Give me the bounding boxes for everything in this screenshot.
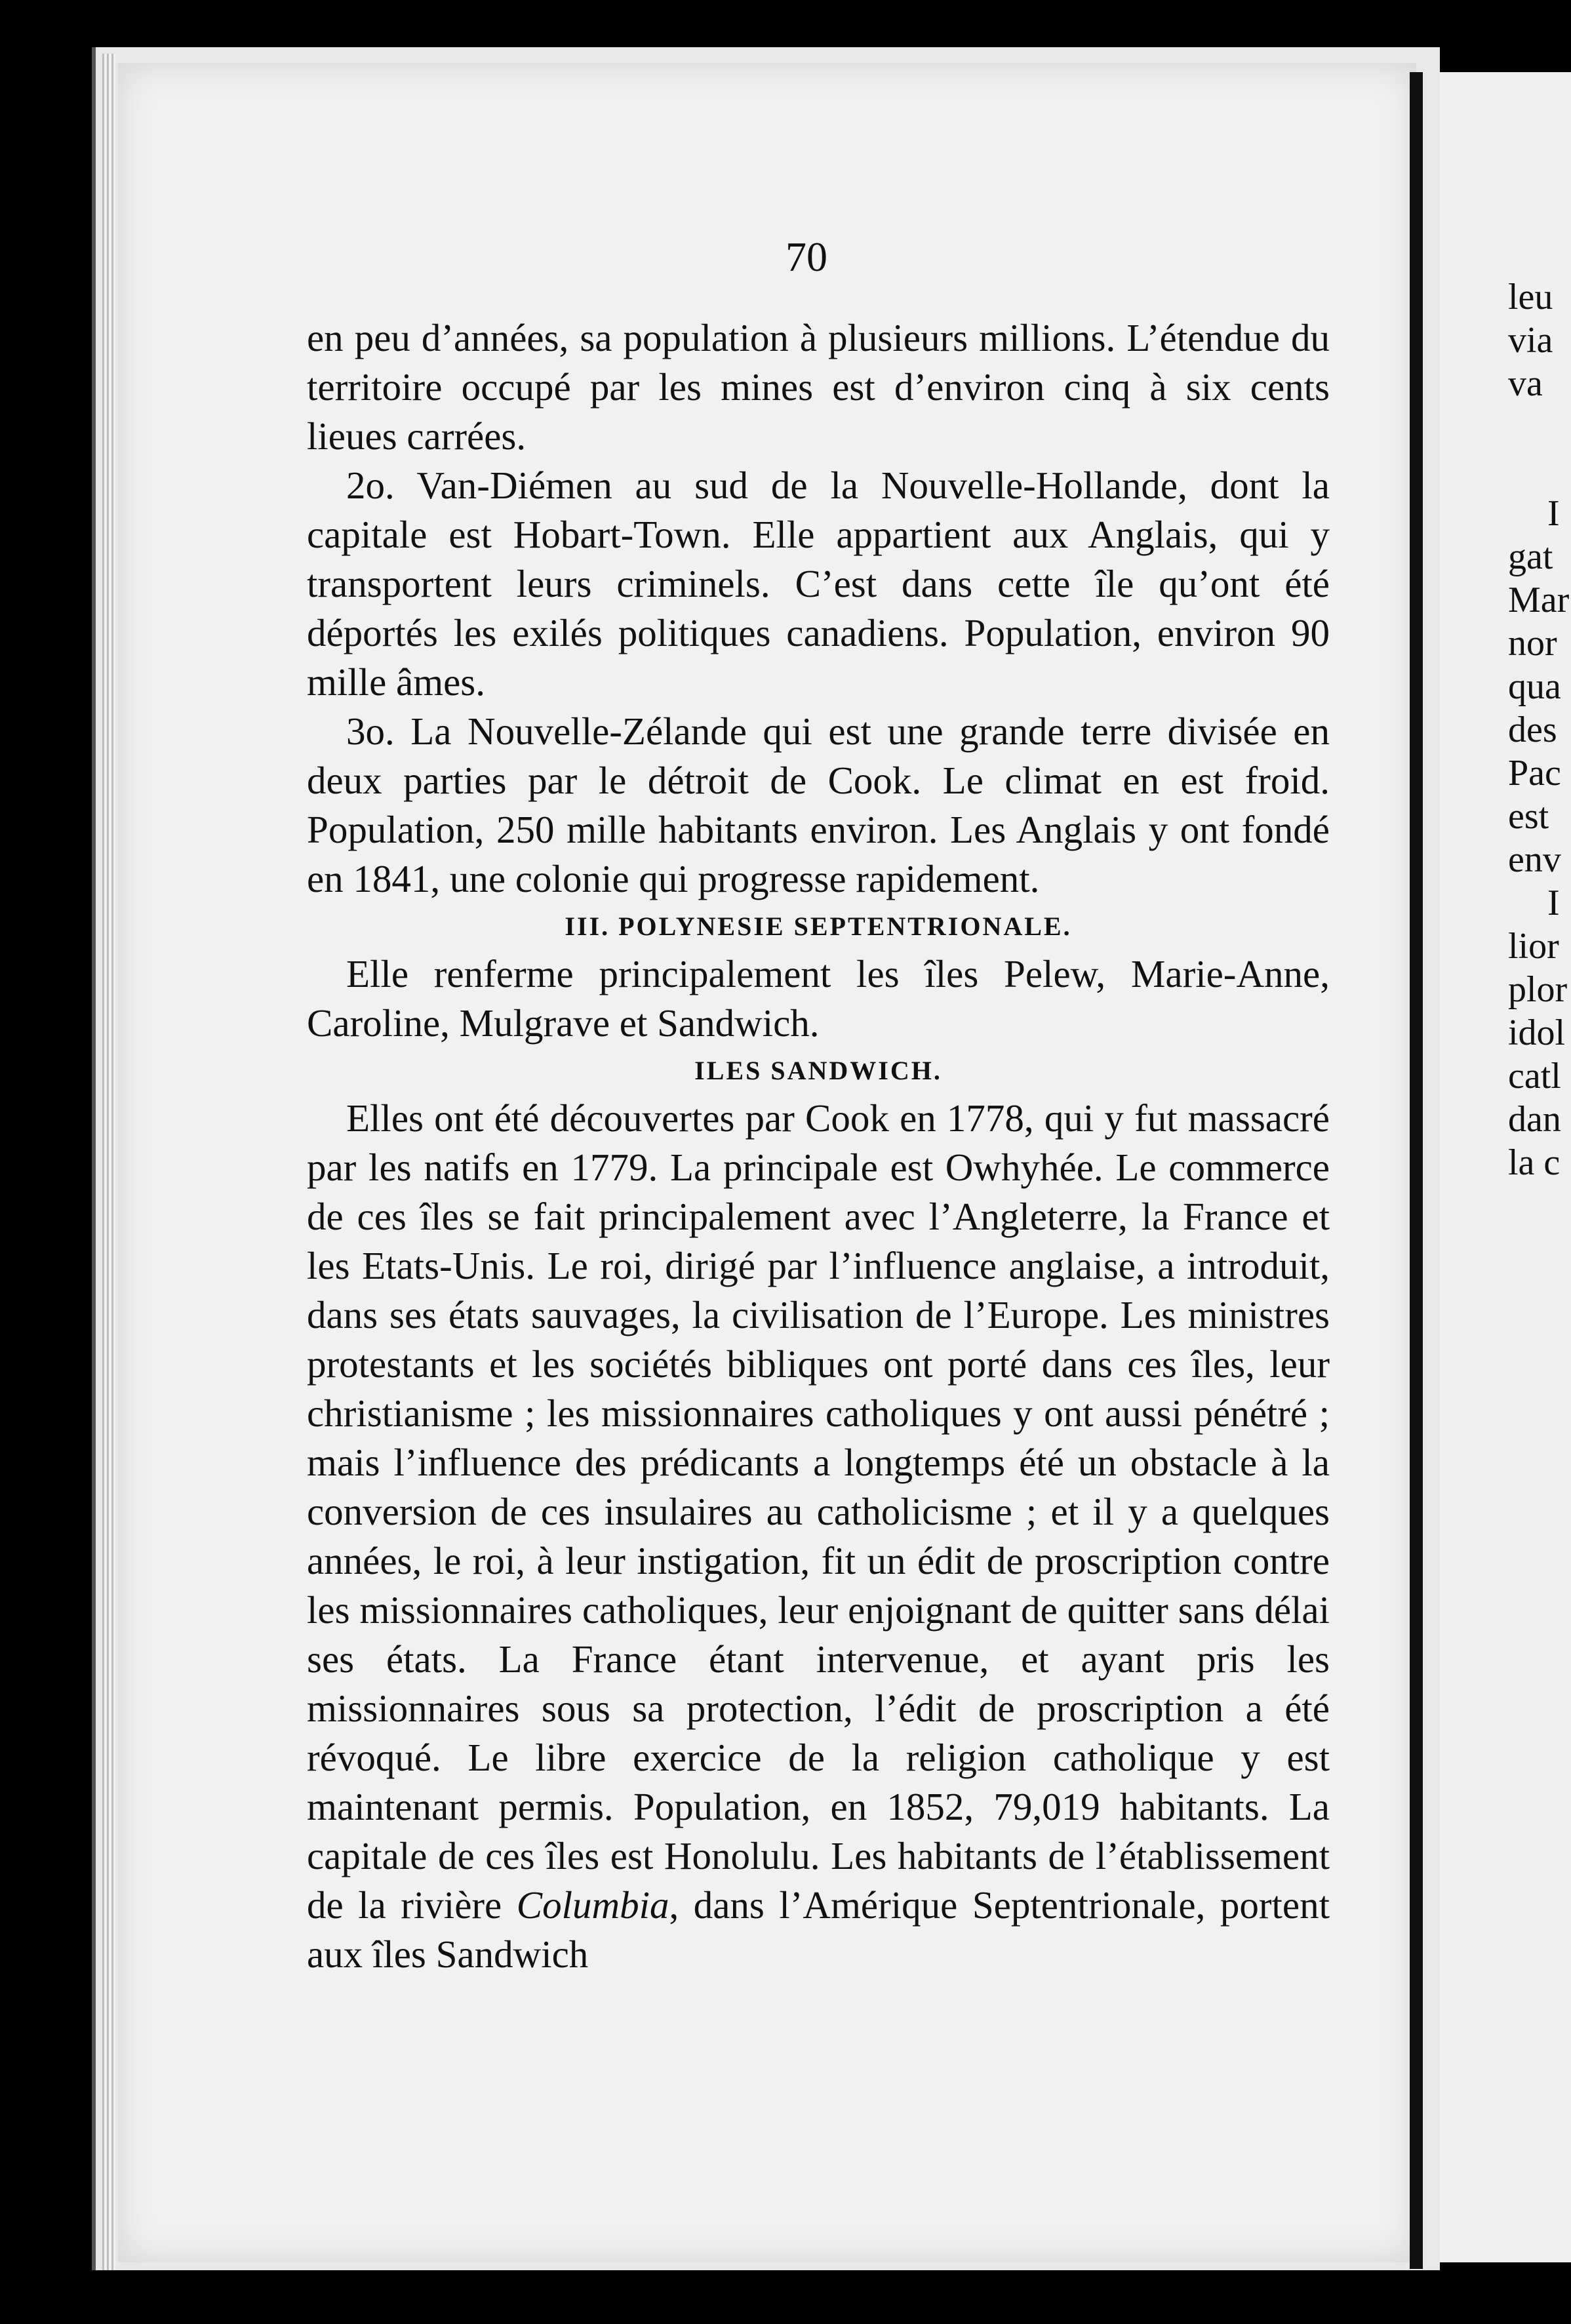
- facing-line: Mar: [1508, 580, 1570, 620]
- facing-line: nor: [1508, 623, 1557, 664]
- facing-line: dan: [1508, 1099, 1561, 1140]
- facing-line: gat: [1508, 536, 1553, 577]
- facing-line: plor: [1508, 969, 1568, 1010]
- facing-line: des: [1508, 710, 1557, 750]
- facing-line: env: [1508, 839, 1561, 880]
- facing-line: idol: [1508, 1012, 1566, 1053]
- facing-line: I: [1547, 883, 1560, 923]
- sandwich-text-part2: , dans l’Amérique Septentrionale, portent aux îles Sandwich: [307, 1883, 1330, 1976]
- facing-line: qua: [1508, 666, 1561, 707]
- facing-line: est: [1508, 796, 1549, 837]
- facing-line: catl: [1508, 1056, 1561, 1096]
- facing-line: la c: [1508, 1142, 1561, 1183]
- facing-line: va: [1508, 363, 1543, 404]
- facing-line: lior: [1508, 926, 1559, 967]
- facing-line: I: [1547, 493, 1560, 534]
- facing-line: Pac: [1508, 753, 1561, 793]
- continuation-paragraph: en peu d’années, sa population à plusieurs millions. L’étendue du territoire occupé par les mines est d’environ cinq à six cents lieues carrées.: [307, 316, 1330, 458]
- facing-line: via: [1508, 320, 1553, 361]
- section-heading-polynesie: III. POLYNESIE SEPTENTRIONALE.: [565, 912, 1072, 941]
- facing-line: leu: [1508, 277, 1553, 317]
- sandwich-text-part1: Elles ont été découvertes par Cook en 1778, qui y fut massacré par les natifs en 1779. La principale est Owhyhée. Le commerce de ces îles se fait principalement avec l’Angleterre, la France et les Etats-Unis. Le roi, dirigé par l’influence anglaise, a introduit, dans ses états sauvages, la civilisation de l’Europe. Les ministres protestants et les sociétés bibliques ont porté dans ces îles, leur christianisme ; les missionnaires catholiques y ont aussi pénétré ; mais l’influence des prédicants a longtemps été un obstacle à la conversion de ces insulaires au catholicisme ; et il y a quelques années, le roi, à leur instigation, fit un édit de proscription contre les missionnaires catholiques, leur enjoignant de quitter sans délai ses états. La France étant intervenue, et ayant pris les missionnaires sous sa protection, l’édit de proscription a été révoqué. Le libre exercice de la religion catholique y est maintenant permis. Population, en 1852, 79,019 habitants. La capitale de ces îles est Honolulu. Les habitants de l’établissement de la rivière: [307, 1096, 1330, 1927]
- paragraph-van-diemen: 2o. Van-Diémen au sud de la Nouvelle-Hollande, dont la capitale est Hobart-Town. Elle appartient aux Anglais, qui y transportent leurs criminels. C’est dans cette île qu’ont été déportés les exilés politiques canadiens. Population, environ 90 mille âmes.: [307, 464, 1330, 704]
- columbia-italic: Columbia: [516, 1883, 669, 1927]
- paragraph-nouvelle-zelande: 3o. La Nouvelle-Zélande qui est une grande terre divisée en deux parties par le détroit de Cook. Le climat en est froid. Population, 250 mille habitants environ. Les Anglais y ont fondé en 1841, une colonie qui progresse rapidement.: [307, 710, 1330, 900]
- paragraph-sandwich: [307, 1094, 1330, 1979]
- section-heading-sandwich: ILES SANDWICH.: [694, 1056, 942, 1085]
- paragraph-polynesie: Elle renferme principalement les îles Pelew, Marie-Anne, Caroline, Mulgrave et Sandwich.: [307, 952, 1330, 1045]
- page-number: 70: [786, 233, 827, 280]
- book-gutter: [1410, 72, 1423, 2269]
- page-text: [307, 313, 1330, 1979]
